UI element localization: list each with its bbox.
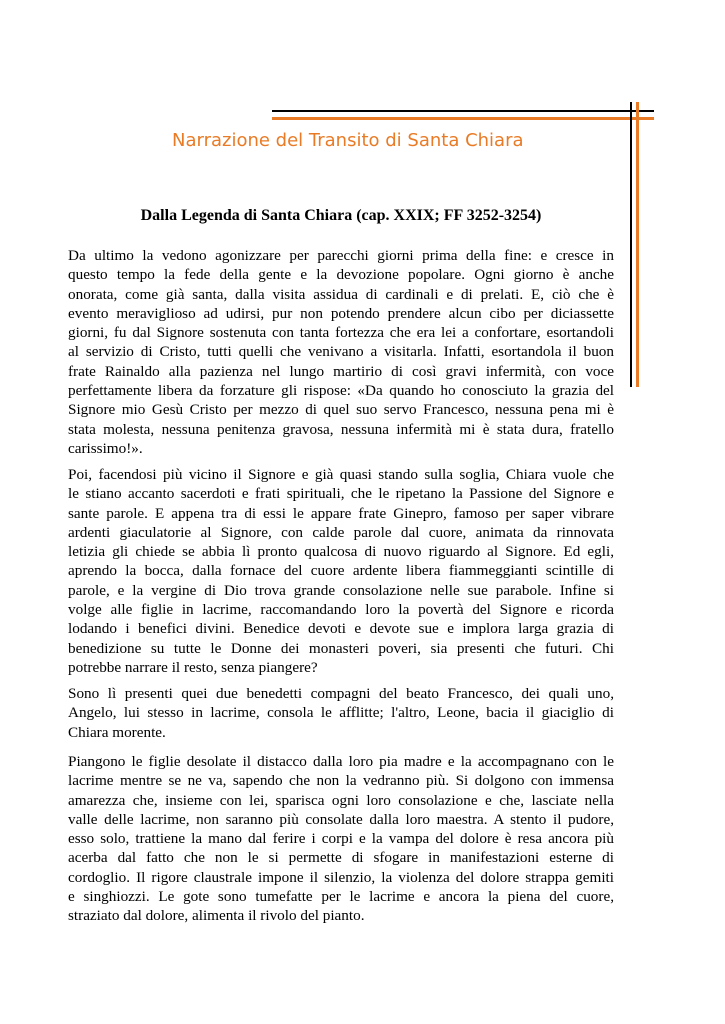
paragraph-line: Angelo, lui stesso in lacrime, consola le afflitte; l'altro, Leone, bacia il giaciglio di bbox=[68, 704, 614, 722]
paragraph-line: letizia gli chiede se abbia lì pronto qualcosa di nuovo riguardo al Signore. Ed egli, bbox=[68, 543, 614, 561]
paragraph-line: le stiano accanto sacerdoti e frati spirituali, che le ripetano la Passione del Signore e bbox=[68, 485, 614, 503]
paragraph-line: questo tempo la fede della gente e la devozione popolare. Ogni giorno è anche bbox=[68, 266, 614, 284]
paragraph-line: Poi, facendosi più vicino il Signore e già quasi stando sulla soglia, Chiara vuole che bbox=[68, 466, 614, 483]
page-title: Narrazione del Transito di Santa Chiara bbox=[172, 130, 524, 151]
paragraph-line: onorata, come già santa, dalla visita assidua di cardinali e di prelati. E, ciò che è bbox=[68, 285, 614, 303]
paragraph-line: volge alle figlie in lacrime, raccomandando loro la povertà del Signore e ricorda bbox=[68, 601, 614, 619]
frame-top-orange-line bbox=[272, 117, 654, 120]
paragraph-line: amarezza che, insieme con lei, sparisca ogni loro consolazione e che, lasciate nella bbox=[68, 791, 614, 809]
paragraph-line: sante parole. E appena tra di essi le appare frate Ginepro, famoso per saper vibrare bbox=[68, 504, 614, 522]
paragraph-line: al servizio di Cristo, tutti quelli che venivano a visitarla. Infatti, esortandola il buon bbox=[68, 343, 614, 361]
paragraph-line: aprendo la bocca, dalla fornace del cuore ardente libera fiammeggianti scintille di bbox=[68, 562, 614, 580]
paragraph-line: e singhiozzi. Le gote sono tumefatte per le lacrime e ancora la piena del cuore, bbox=[68, 888, 614, 906]
paragraph bbox=[68, 246, 614, 458]
paragraph-line: Chiara morente. bbox=[68, 723, 166, 741]
paragraph bbox=[68, 752, 614, 926]
paragraph bbox=[68, 684, 614, 742]
paragraph-line: parole, e la vergine di Dio trova grande consolazione nelle sue parabole. Infine si bbox=[68, 581, 614, 599]
paragraph-line: straziato dal dolore, alimenta il rivolo del pianto. bbox=[68, 907, 365, 925]
paragraph-line: Piangono le figlie desolate il distacco dalla loro pia madre e la accompagnano con le bbox=[68, 753, 614, 770]
paragraph-line: potrebbe narrare il resto, senza piangere? bbox=[68, 658, 318, 676]
paragraph-line: lacrime mentre se ne va, sapendo che non la vedranno più. Si dolgono con immensa bbox=[68, 772, 614, 790]
paragraph-line: carissimo!». bbox=[68, 439, 143, 457]
paragraph bbox=[68, 465, 614, 677]
frame-top-black-line bbox=[272, 110, 654, 112]
paragraph-line: benedizione su tutte le Donne dei monasteri poveri, sia presenti che futuri. Chi bbox=[68, 639, 614, 657]
frame-right-black-line bbox=[630, 102, 632, 387]
paragraph-line: stata molesta, nessuna penitenza gravosa, nessuna infermità mi è stata dura, fratello bbox=[68, 420, 614, 438]
frame-right-orange-line bbox=[636, 102, 639, 387]
paragraph-line: valle delle lacrime, non saranno più consolate dalla loro maestra. A stento il pudore, bbox=[68, 810, 614, 828]
paragraph-line: esso solo, trattiene la mano dal ferire i corpi e la vampa del dolore è resa ancora più bbox=[68, 830, 614, 848]
paragraph-line: perfettamente libera da forzature gli rispose: «Da quando ho conosciuto la grazia del bbox=[68, 382, 614, 400]
page-subtitle: Dalla Legenda di Santa Chiara (cap. XXIX; FF 3252-3254) bbox=[140, 207, 542, 224]
paragraph-line: Signore mio Gesù Cristo per mezzo di quel suo servo Francesco, nessuna pena mi è bbox=[68, 401, 614, 419]
paragraph-line: frate Rainaldo alla pazienza nel lungo martirio di così gravi infermità, con voce bbox=[68, 362, 614, 380]
paragraph-line: ardenti giaculatorie al Signore, con calde parole dal cuore, animata da rinnovata bbox=[68, 523, 614, 541]
paragraph-line: evento meraviglioso ad udirsi, pur non potendo prendere alcun cibo per diciassette bbox=[68, 304, 614, 322]
paragraph-line: lodando i benefici divini. Benedice devoti e devote sue e implora larga grazia di bbox=[68, 620, 614, 638]
paragraph-line: Sono lì presenti quei due benedetti compagni del beato Francesco, dei quali uno, bbox=[68, 685, 614, 702]
paragraph-line: giorni, fu dal Signore sostenuta con tanta fortezza che era lei a confortare, esortandoli bbox=[68, 324, 614, 342]
paragraph-line: cordoglio. Il rigore claustrale impone il silenzio, la violenza del dolore strappa gemiti bbox=[68, 868, 614, 886]
paragraph-line: Da ultimo la vedono agonizzare per parecchi giorni prima della fine: e cresce in bbox=[68, 247, 614, 264]
paragraph-line: acerba dal fatto che non le si permette di sfogare in manifestazioni esterne di bbox=[68, 849, 614, 867]
